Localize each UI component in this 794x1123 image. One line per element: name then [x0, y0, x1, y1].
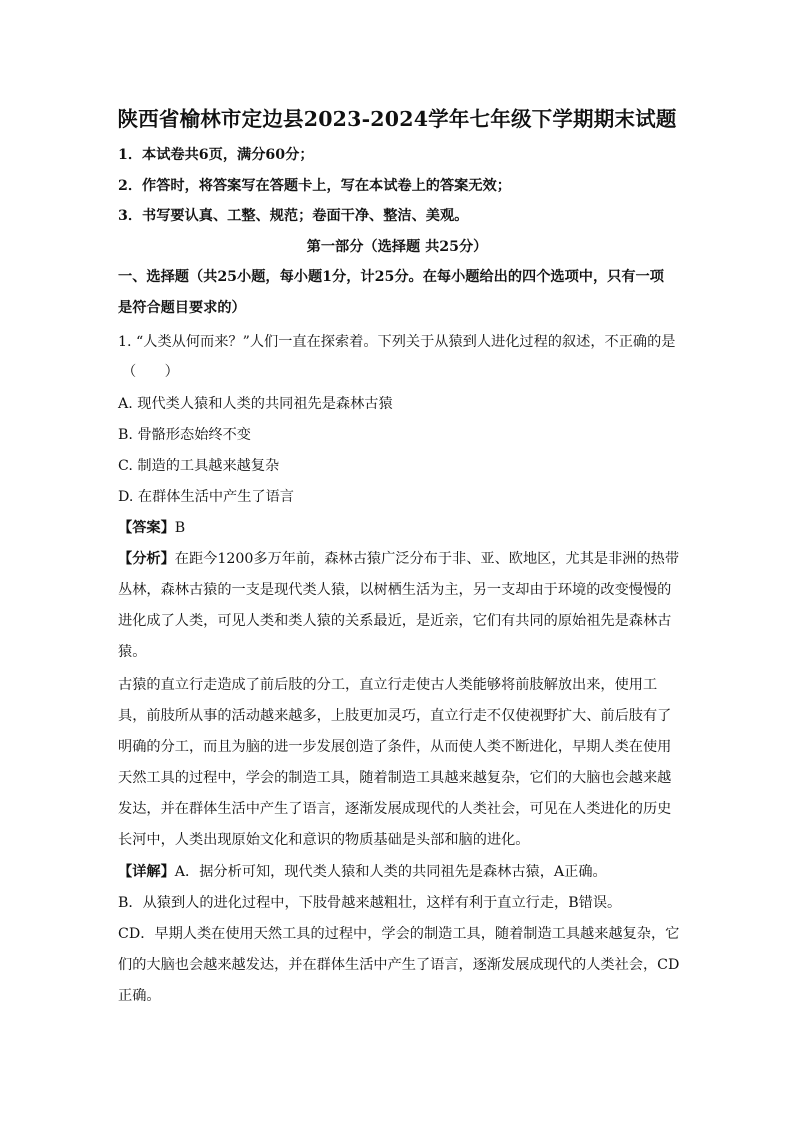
analysis-para2-line-1: 古猿的直立行走造成了前后肢的分工，直立行走使古人类能够将前肢解放出来，使用工 — [118, 677, 658, 693]
detail-text: A．据分析可知，现代类人猿和人类的共同祖先是森林古猿，A正确。 — [174, 864, 607, 880]
analysis-para2-line-6: 长河中，人类出现原始文化和意识的物质基础是头部和脑的进化。 — [118, 832, 530, 848]
answer-line — [118, 518, 678, 538]
section-heading-line-2: 是符合题目要求的） — [118, 300, 246, 316]
analysis-text: 在距今1200多万年前，森林古猿广泛分布于非、亚、欧地区，尤其是非洲的热带 — [174, 551, 680, 567]
analysis-line-2: 丛林，森林古猿的一支是现代类人猿，以树栖生活为主，另一支却由于环境的改变慢慢的 — [118, 582, 672, 598]
analysis-tag: 【分析】 — [118, 551, 175, 567]
detail-line-5: 正确。 — [118, 988, 161, 1004]
question-stem-line-1: 1. “人类从何而来？”人们一直在探索着。下列关于从猿到人进化过程的叙述，不正确的是 — [118, 334, 676, 350]
instruction-2: 2．作答时，将答案写在答题卡上，写在本试卷上的答案无效； — [118, 178, 511, 194]
analysis-para2-line-4: 天然工具的过程中，学会的制造工具，随着制造工具越来越复杂，它们的大脑也会越来越 — [118, 770, 672, 786]
analysis-para2-line-3: 明确的分工，而且为脑的进一步发展创造了条件，从而使人类不断进化，早期人类在使用 — [118, 739, 672, 755]
instruction-1: 1．本试卷共6页，满分60分； — [118, 147, 314, 163]
option-b: B. 骨骼形态始终不变 — [118, 427, 251, 443]
instruction-3: 3．书写要认真、工整、规范；卷面干净、整洁、美观。 — [118, 208, 469, 224]
option-c: C. 制造的工具越来越复杂 — [118, 458, 280, 474]
detail-line-1 — [118, 862, 678, 882]
detail-line-4: 们的大脑也会越来越发达，并在群体生活中产生了语言，逐渐发展成现代的人类社会，CD — [118, 957, 680, 973]
analysis-line-3: 进化成了人类，可见人类和类人猿的关系最近，是近亲，它们有共同的原始祖先是森林古 — [118, 613, 672, 629]
detail-tag: 【详解】 — [118, 864, 175, 880]
exam-title: 陕西省榆林市定边县2023-2024学年七年级下学期期末试题 — [117, 107, 677, 131]
part-heading: 第一部分（选择题 共25分） — [306, 239, 488, 255]
answer-tag: 【答案】 — [118, 520, 175, 536]
answer-value: B — [174, 520, 186, 536]
section-heading-line-1: 一、选择题（共25小题，每小题1分，计25分。在每小题给出的四个选项中，只有一项 — [118, 269, 664, 285]
option-d: D. 在群体生活中产生了语言 — [118, 489, 294, 505]
option-a: A. 现代类人猿和人类的共同祖先是森林古猿 — [118, 396, 393, 412]
analysis-line-4: 猿。 — [118, 644, 147, 660]
analysis-line-1 — [118, 549, 678, 569]
analysis-para2-line-2: 具，前肢所从事的活动越来越多，上肢更加灵巧，直立行走不仅使视野扩大、前后肢有了 — [118, 708, 672, 724]
question-stem-line-2: （ ） — [122, 364, 179, 380]
analysis-para2-line-5: 发达，并在群体生活中产生了语言，逐渐发展成现代的人类社会，可见在人类进化的历史 — [118, 801, 672, 817]
detail-line-3: CD．早期人类在使用天然工具的过程中，学会的制造工具，随着制造工具越来越复杂，它 — [118, 926, 680, 942]
detail-line-2: B．从猿到人的进化过程中，下肢骨越来越粗壮，这样有利于直立行走，B错误。 — [118, 895, 622, 911]
